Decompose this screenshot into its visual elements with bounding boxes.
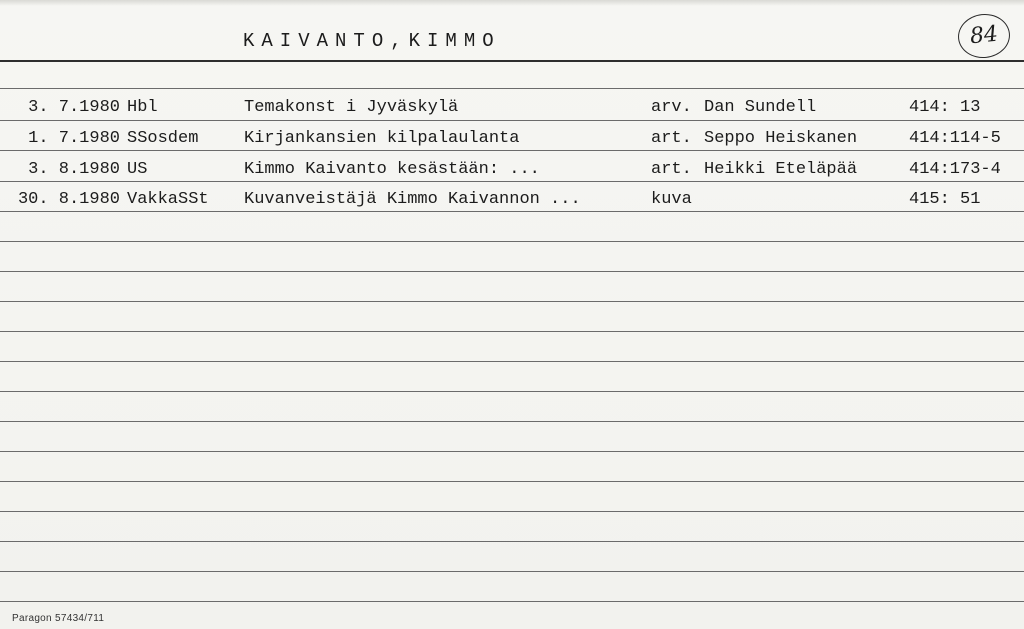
card-top-edge xyxy=(0,0,1024,6)
entry-source: Hbl xyxy=(127,98,158,117)
ruled-line xyxy=(0,361,1024,362)
entry-person: Heikki Eteläpää xyxy=(704,160,858,179)
entry-person: Seppo Heiskanen xyxy=(704,129,858,148)
entry-title: Kimmo Kaivanto kesästään: ... xyxy=(244,160,540,179)
ruled-line xyxy=(0,421,1024,422)
card-number-circled: 84 xyxy=(956,11,1012,60)
entry-date: 3. 8.1980 xyxy=(28,160,120,179)
entry-ref: 414:173-4 xyxy=(909,160,1001,179)
header-rule xyxy=(0,60,1024,62)
ruled-line xyxy=(0,601,1024,602)
ruled-line xyxy=(0,150,1024,151)
card-title: KAIVANTO,KIMMO xyxy=(243,30,501,52)
card-footer-print: Paragon 57434/711 xyxy=(12,613,105,624)
entry-title: Kirjankansien kilpalaulanta xyxy=(244,129,520,148)
ruled-line xyxy=(0,481,1024,482)
entry-type: art. xyxy=(651,160,692,179)
ruled-line xyxy=(0,181,1024,182)
entry-ref: 414: 13 xyxy=(909,98,981,117)
entry-source: SSosdem xyxy=(127,129,199,148)
ruled-line xyxy=(0,241,1024,242)
ruled-line xyxy=(0,211,1024,212)
entry-title: Kuvanveistäjä Kimmo Kaivannon ... xyxy=(244,190,581,209)
ruled-line xyxy=(0,511,1024,512)
entry-person: Dan Sundell xyxy=(704,98,817,117)
entry-ref: 415: 51 xyxy=(909,190,981,209)
ruled-line xyxy=(0,120,1024,121)
entry-type: kuva xyxy=(651,190,692,209)
entry-title: Temakonst i Jyväskylä xyxy=(244,98,459,117)
ruled-line xyxy=(0,331,1024,332)
ruled-line xyxy=(0,88,1024,89)
entry-date: 3. 7.1980 xyxy=(28,98,120,117)
ruled-line xyxy=(0,541,1024,542)
ruled-line xyxy=(0,271,1024,272)
entry-source: VakkaSSt xyxy=(127,190,209,209)
ruled-line xyxy=(0,571,1024,572)
entry-date: 1. 7.1980 xyxy=(28,129,120,148)
entry-date: 30. 8.1980 xyxy=(17,190,120,209)
entry-type: arv. xyxy=(651,98,692,117)
entry-source: US xyxy=(127,160,148,179)
entry-ref: 414:114-5 xyxy=(909,129,1001,148)
ruled-line xyxy=(0,451,1024,452)
ruled-line xyxy=(0,391,1024,392)
entry-type: art. xyxy=(651,129,692,148)
ruled-line xyxy=(0,301,1024,302)
entry-row-1 xyxy=(0,98,1024,122)
